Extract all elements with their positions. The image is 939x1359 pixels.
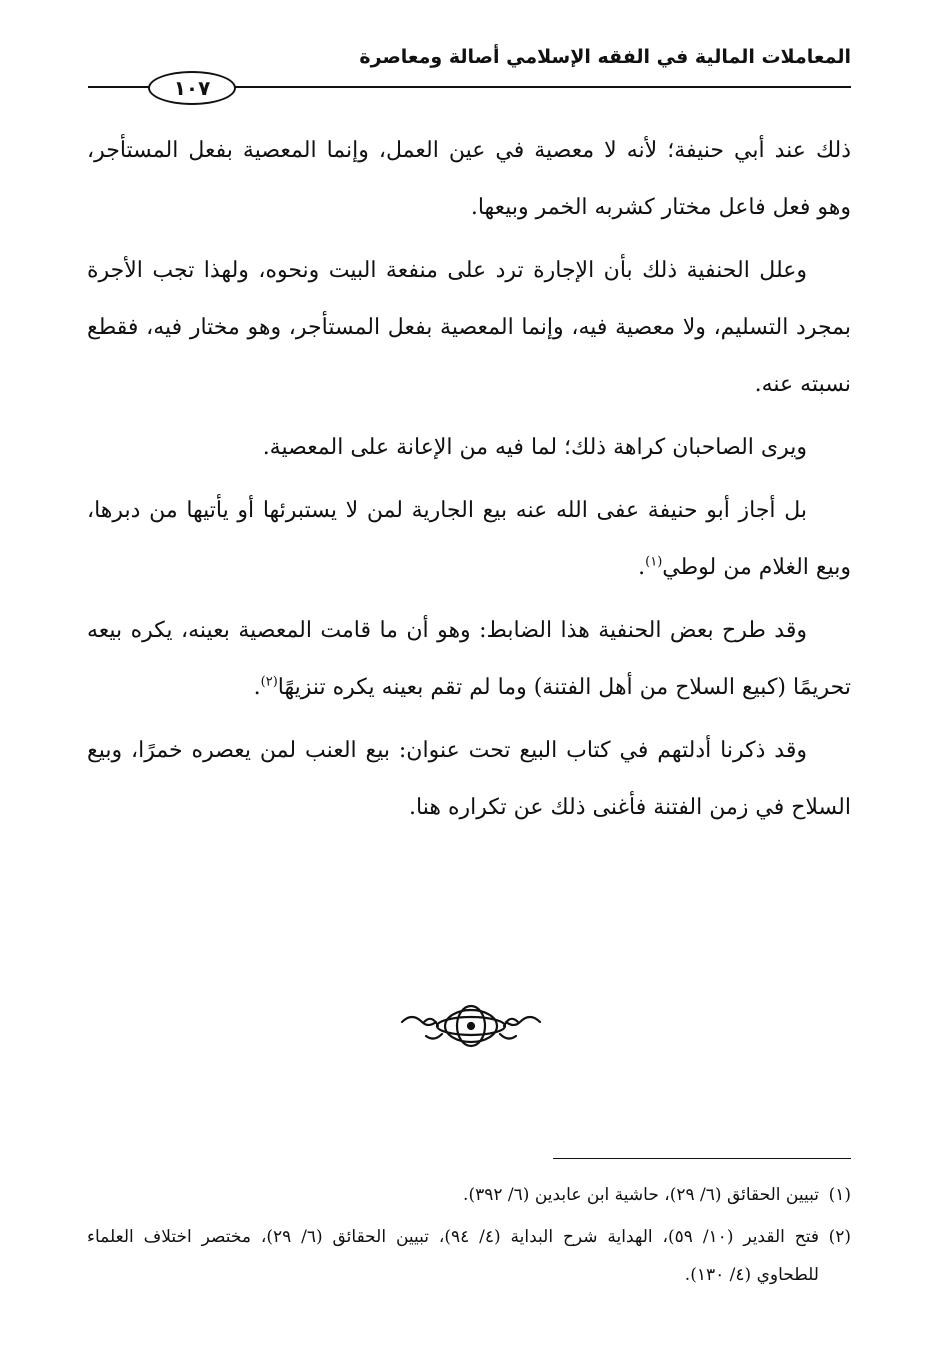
paragraph-3: ويرى الصاحبان كراهة ذلك؛ لما فيه من الإعانة على المعصية. [262,435,807,460]
footnote-number: (١) [828,1185,851,1205]
paragraph-4 [87,482,851,596]
footnote-rule [553,1158,851,1159]
paragraph-5 [87,602,851,716]
footnote-text: فتح القدير (١٠/ ٥٩)، الهداية شرح البداية (٤/ ٩٤)، تبيين الحقائق (٦/ ٢٩)، مختصر اختلاف العلماء للطحاوي (٤/ ١٣٠). [87,1227,819,1285]
paragraph-1: ذلك عند أبي حنيفة؛ لأنه لا معصية في عين العمل، وإنما المعصية بفعل المستأجر، وهو فعل فاعل مختار كشربه الخمر وبيعها. [87,138,851,220]
footnotes [87,1176,851,1298]
footnote-ref-2: (٢) [260,674,278,690]
footnote-2 [87,1218,851,1294]
paragraph-5-text: وقد طرح بعض الحنفية هذا الضابط: وهو أن ما قامت المعصية بعينه، يكره بيعه تحريمًا (كبيع السلاح من أهل الفتنة) وما لم تقم بعينه يكره تنزيهًا [87,618,851,700]
page-number: ١٠٧ [148,71,236,105]
paragraph-6: وقد ذكرنا أدلتهم في كتاب البيع تحت عنوان: بيع العنب لمن يعصره خمرًا، وبيع السلاح في زمن الفتنة فأغنى ذلك عن تكراره هنا. [87,738,851,820]
running-title: المعاملات المالية في الفقه الإسلامي أصالة ومعاصرة [359,46,851,68]
main-text [87,122,851,842]
paragraph-4-text: بل أجاز أبو حنيفة عفى الله عنه بيع الجارية لمن لا يستبرئها أو يأتيها من دبرها، وبيع الغلام من لوطي [87,498,851,580]
footnote-text: تبيين الحقائق (٦/ ٢٩)، حاشية ابن عابدين (٦/ ٣٩٢). [463,1185,819,1205]
paragraph-2: وعلل الحنفية ذلك بأن الإجارة ترد على منفعة البيت ونحوه، ولهذا تجب الأجرة بمجرد التسليم، ولا معصية فيه، وإنما المعصية بفعل المستأجر، وهو مختار فيه، فقطع نسبته عنه. [87,258,851,397]
paragraph-4-end: . [638,555,646,580]
footnote-ref-1: (١) [645,554,663,570]
paragraph-5-end: . [253,675,261,700]
footnote-number: (٢) [828,1227,851,1247]
ornament-divider-icon [398,998,544,1054]
footnote-1 [87,1176,851,1214]
